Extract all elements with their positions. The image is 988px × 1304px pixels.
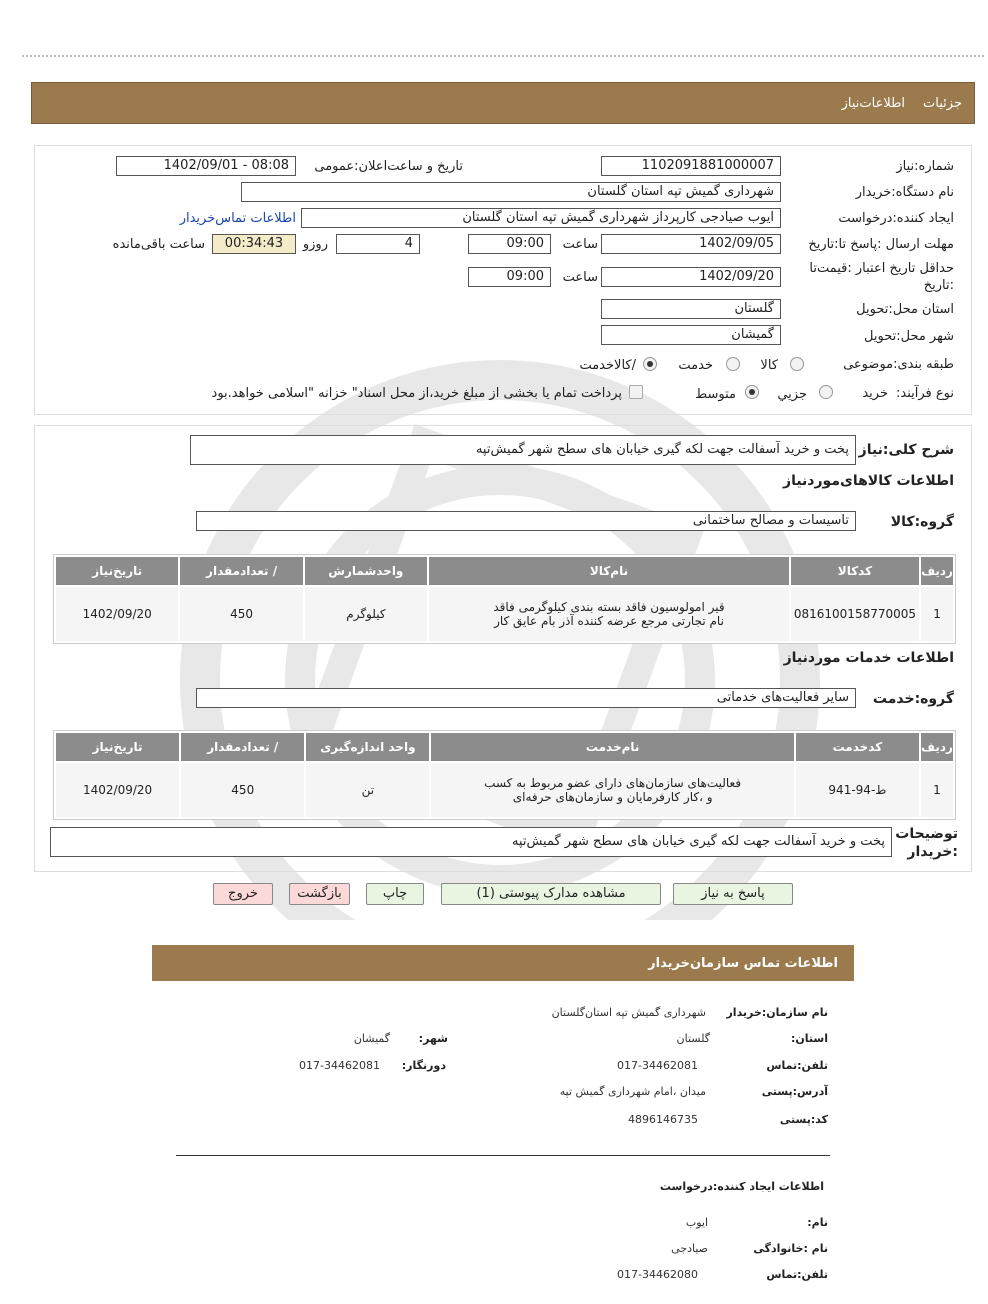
postal-label: کد:پستی bbox=[779, 1113, 828, 1126]
validity-time-field: 09:00 bbox=[468, 267, 551, 287]
process-minor-label: جزیي bbox=[777, 387, 807, 402]
goods-cell-unit: کیلوگرم bbox=[305, 587, 427, 641]
creator-family-label: نام :خانوادگی bbox=[753, 1242, 828, 1255]
fax-label: دورنگار: bbox=[401, 1059, 446, 1072]
process-radio-medium[interactable] bbox=[745, 385, 759, 399]
services-group-label: گروه:خدمت bbox=[872, 691, 954, 707]
phone-value: 017-34462081 bbox=[617, 1059, 698, 1072]
contact-header: اطلاعات تماس سازمان‌خریدار bbox=[152, 945, 854, 981]
goods-table bbox=[53, 554, 956, 644]
services-cell-unit: تن bbox=[306, 763, 429, 817]
announce-label: تاریخ و ساعت‌اعلان:عمومی bbox=[314, 159, 463, 174]
services-cell-code: ط-94-941 bbox=[796, 763, 919, 817]
category-radio-service[interactable] bbox=[726, 357, 740, 371]
days-field: 4 bbox=[336, 234, 420, 254]
goods-cell-date: 1402/09/20 bbox=[56, 587, 178, 641]
need-number-field: 1102091881000007 bbox=[601, 156, 781, 176]
validity-label: حداقل تاریخ اعتبار :قیمت‌تا :تاریخ bbox=[809, 261, 954, 293]
services-col-row: ردیف bbox=[921, 733, 953, 761]
goods-col-unit: واحدشمارش bbox=[305, 557, 427, 585]
top-divider bbox=[22, 55, 984, 57]
creator-field: ایوب صیادجی کارپرداز شهرداری گمیش تپه استان گلستان bbox=[301, 208, 781, 228]
goods-col-name: نام‌کالا bbox=[429, 557, 789, 585]
treasury-payment-checkbox[interactable] bbox=[629, 385, 643, 399]
services-col-name: نام‌خدمت bbox=[431, 733, 793, 761]
process-buy-label: خرید bbox=[862, 386, 888, 401]
services-cell-row: 1 bbox=[921, 763, 953, 817]
buyer-notes-label: توضیحات :خریدار bbox=[895, 826, 958, 860]
back-button[interactable]: بازگشت bbox=[289, 883, 350, 905]
exit-button[interactable]: خروج bbox=[213, 883, 273, 905]
attachments-button[interactable]: مشاهده مدارک پیوستی (1) bbox=[441, 883, 661, 905]
org-value: شهرداری گمیش تپه استان‌گلستان bbox=[551, 1006, 706, 1019]
category-radio-goods[interactable] bbox=[790, 357, 804, 371]
need-number-label: شماره:نیاز bbox=[896, 159, 954, 174]
reply-button[interactable]: پاسخ به نیاز bbox=[673, 883, 793, 905]
creator-name-value: ایوب bbox=[685, 1216, 708, 1229]
print-button[interactable]: چاپ bbox=[366, 883, 424, 905]
contact-city-label: شهر: bbox=[418, 1032, 448, 1045]
contact-divider bbox=[176, 1155, 830, 1156]
contact-city-value: گمیشان bbox=[353, 1032, 390, 1045]
creator-phone-label: تلفن:تماس bbox=[766, 1268, 828, 1281]
category-service-label: خدمت bbox=[678, 358, 713, 373]
buyer-contact-link[interactable]: اطلاعات تماس‌خریدار bbox=[179, 211, 296, 226]
goods-col-quantity: / تعدادمقدار bbox=[180, 557, 302, 585]
validity-date-field: 1402/09/20 bbox=[601, 267, 781, 287]
days-label: روزو bbox=[302, 237, 328, 252]
deadline-time-field: 09:00 bbox=[468, 234, 551, 254]
services-section-title: اطلاعات خدمات موردنیاز bbox=[783, 650, 954, 666]
contact-province-label: استان: bbox=[791, 1032, 828, 1045]
services-col-unit: واحد اندازه‌گیری bbox=[306, 733, 429, 761]
creator-name-label: نام: bbox=[807, 1216, 828, 1229]
services-table-header bbox=[56, 733, 953, 761]
tab-details[interactable]: جزئیات bbox=[923, 95, 962, 111]
goods-cell-quantity: 450 bbox=[180, 587, 302, 641]
services-cell-quantity: 450 bbox=[181, 763, 304, 817]
category-label: طبقه بندی:موضوعی bbox=[843, 357, 954, 372]
address-value: میدان ،امام شهرداری گمیش تپه bbox=[559, 1085, 706, 1098]
province-label: استان محل:تحویل bbox=[856, 302, 954, 317]
creator-phone-value: 017-34462080 bbox=[617, 1268, 698, 1281]
remaining-label: ساعت باقی‌مانده bbox=[112, 237, 205, 252]
fax-value: 017-34462081 bbox=[299, 1059, 380, 1072]
buyer-label: نام دستگاه:خریدار bbox=[855, 185, 954, 200]
services-col-code: کدخدمت bbox=[796, 733, 919, 761]
process-radio-minor[interactable] bbox=[819, 385, 833, 399]
goods-cell-row: 1 bbox=[921, 587, 953, 641]
need-description-label: شرح کلی:نیاز bbox=[858, 442, 954, 458]
goods-col-code: کدکالا bbox=[791, 557, 919, 585]
goods-group-field: تاسیسات و مصالح ساختمانی bbox=[196, 511, 856, 531]
deadline-time-label: ساعت bbox=[562, 237, 598, 252]
services-cell-name: فعالیت‌های سازمان‌های دارای عضو مربوط به کسب و ،کار کارفرمایان و سازمان‌های حرفه‌ای bbox=[431, 763, 793, 817]
services-col-date: تاریخ‌نیاز bbox=[56, 733, 179, 761]
creator-family-value: صیادجی bbox=[671, 1242, 708, 1255]
services-col-quantity: / تعدادمقدار bbox=[181, 733, 304, 761]
org-label: نام سازمان:خریدار bbox=[726, 1006, 828, 1019]
goods-section-title: اطلاعات کالاهای‌موردنیاز bbox=[783, 473, 954, 489]
category-goods-label: کالا bbox=[760, 358, 778, 373]
deadline-label: مهلت ارسال :پاسخ تا:تاریخ bbox=[808, 237, 954, 252]
table-row bbox=[56, 587, 953, 641]
goods-group-label: گروه:کالا bbox=[890, 514, 954, 530]
services-cell-date: 1402/09/20 bbox=[56, 763, 179, 817]
goods-table-header bbox=[56, 557, 953, 585]
announce-field: 1402/09/01 - 08:08 bbox=[116, 156, 296, 176]
process-medium-label: متوسط bbox=[695, 387, 736, 402]
treasury-payment-note: پرداخت تمام یا بخشی از مبلغ خرید،از محل اسناد" خزانه "اسلامی خواهد.بود bbox=[211, 386, 622, 401]
table-row bbox=[56, 763, 953, 817]
buyer-field: شهرداری گمیش تپه استان گلستان bbox=[241, 182, 781, 202]
goods-cell-name: قیر امولوسیون فاقد بسته بندی کیلوگرمی فاقد نام تجارتی مرجع عرضه کننده آذر بام عایق کار bbox=[429, 587, 789, 641]
address-label: آدرس:پستی bbox=[761, 1085, 828, 1098]
deadline-date-field: 1402/09/05 bbox=[601, 234, 781, 254]
creator-label: ایجاد کننده:درخواست bbox=[838, 211, 954, 226]
goods-col-date: تاریخ‌نیاز bbox=[56, 557, 178, 585]
province-field: گلستان bbox=[601, 299, 781, 319]
contact-province-value: گلستان bbox=[676, 1032, 710, 1045]
services-table bbox=[53, 730, 956, 820]
category-goods-service-label: /کالاخدمت bbox=[579, 358, 636, 373]
services-group-field: سایر فعالیت‌های خدماتی bbox=[196, 688, 856, 708]
creator-info-title: اطلاعات ایجاد کننده:درخواست bbox=[659, 1180, 824, 1193]
remaining-timer: 00:34:43 bbox=[212, 234, 296, 254]
page-header bbox=[31, 82, 975, 124]
process-label: نوع فرآیند: bbox=[896, 386, 954, 401]
buyer-notes-field: پخت و خرید آسفالت جهت لکه گیری خیابان های سطح شهر گمیش‌تپه bbox=[50, 827, 892, 857]
city-field: گمیشان bbox=[601, 325, 781, 345]
goods-cell-code: 0816100158770005 bbox=[791, 587, 919, 641]
validity-time-label: ساعت bbox=[562, 270, 598, 285]
phone-label: تلفن:تماس bbox=[766, 1059, 828, 1072]
tab-need-info[interactable]: اطلاعات‌نیاز bbox=[841, 95, 906, 111]
goods-col-row: ردیف bbox=[921, 557, 953, 585]
postal-value: 4896146735 bbox=[628, 1113, 698, 1126]
category-radio-goods-service[interactable] bbox=[643, 357, 657, 371]
need-description-field: پخت و خرید آسفالت جهت لکه گیری خیابان های سطح شهر گمیش‌تپه bbox=[190, 435, 856, 465]
city-label: شهر محل:تحویل bbox=[864, 329, 954, 344]
